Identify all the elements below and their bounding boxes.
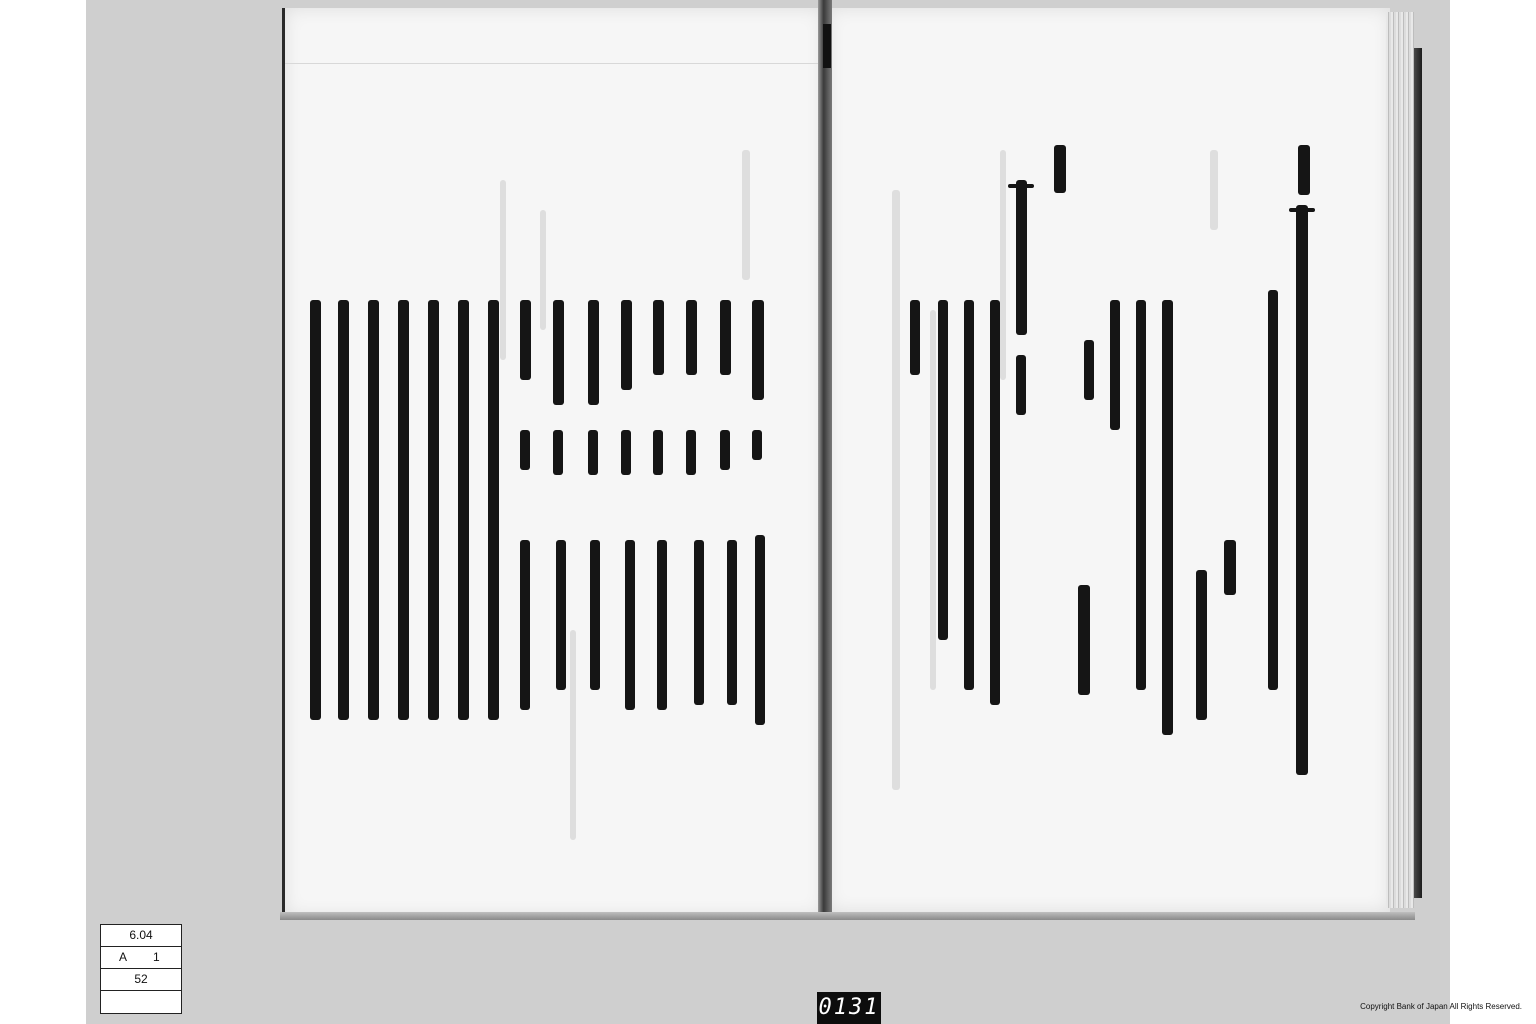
book-bottom-edge <box>280 912 1415 920</box>
catalog-volume: 52 <box>101 969 181 991</box>
catalog-series <box>101 947 181 969</box>
bleed-through <box>540 210 546 330</box>
bleed-through <box>1210 150 1218 230</box>
catalog-blank <box>101 991 181 1013</box>
spine-tab <box>823 24 831 68</box>
cover-edge <box>1414 48 1422 898</box>
copyright-notice: Copyright Bank of Japan All Rights Reserved. <box>1360 1002 1522 1011</box>
bleed-through <box>500 180 506 360</box>
bleed-through <box>892 190 900 790</box>
catalog-series-letter: A <box>119 950 128 964</box>
bleed-through <box>570 630 576 840</box>
bleed-through <box>1000 150 1006 380</box>
bleed-through <box>930 310 936 690</box>
book-spine <box>818 0 832 920</box>
catalog-series-number: 1 <box>153 950 160 964</box>
catalog-number: 6.04 <box>101 925 181 947</box>
catalog-label <box>100 924 182 1014</box>
bleed-through <box>742 150 750 280</box>
page-edges <box>1386 12 1414 908</box>
frame-counter: 0131 <box>817 992 881 1024</box>
